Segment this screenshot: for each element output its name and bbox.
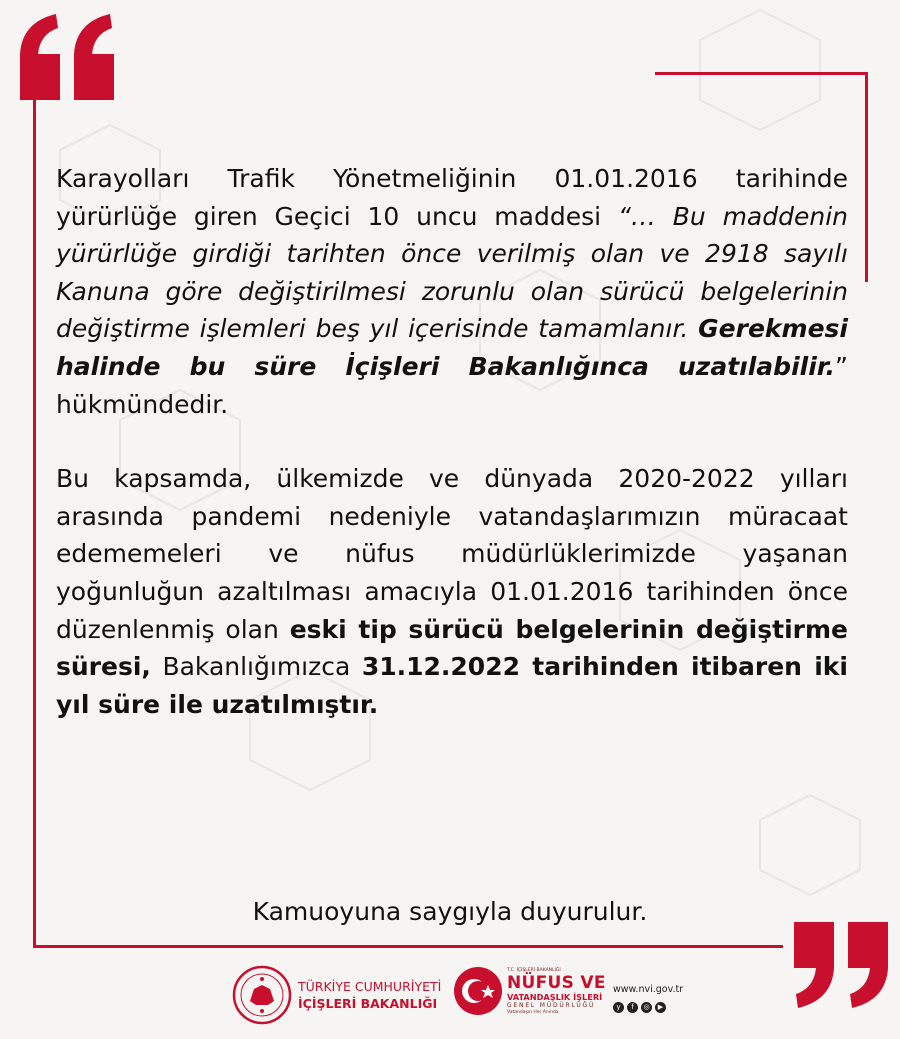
p2-bold1: eski tip sürücü belgelerinin değiştirme süresi, — [56, 614, 848, 682]
opening-quote-icon — [16, 14, 120, 100]
nvi-mid: VATANDAŞLIK İŞLERİ — [507, 992, 603, 1002]
announcement-body — [56, 160, 848, 723]
paragraph-1 — [56, 160, 848, 423]
paragraph-2 — [56, 460, 848, 723]
social-icons — [613, 1002, 666, 1013]
p2-bold2: 31.12.2022 tarihinden itibaren iki yıl süre ile uzatılmıştır. — [56, 652, 848, 719]
nvi-name — [507, 968, 606, 1016]
ministry-name — [298, 978, 441, 1012]
ministry-name-line1: TÜRKİYE CUMHURİYETİ — [298, 979, 442, 994]
p2-text2: Bakanlığımızca — [162, 652, 351, 682]
p1-line1: Karayolları Trafik Yönetmeliğinin 01.01.2016 — [56, 164, 698, 193]
frame-left-line — [33, 88, 36, 948]
p1-quote-bold: Gerekmesi halinde bu süre İçişleri Bakanlığınca uzatılabilir. — [56, 314, 848, 381]
p1-line2: tarihinde yürürlüğe giren Geçici 10 uncu maddesi — [56, 164, 848, 231]
ministry-seal-icon — [232, 965, 292, 1025]
facebook-icon[interactable]: f — [627, 1002, 638, 1013]
nvi-sub: GENEL MÜDÜRLÜĞÜ — [507, 1002, 596, 1009]
nvi-top: T.C. İÇİŞLERİ BAKANLIĞI — [507, 968, 561, 973]
ministry-name-line2: İÇİŞLERİ BAKANLIĞI — [298, 996, 438, 1011]
closing-line: Kamuoyuna saygıyla duyurulur. — [252, 897, 648, 926]
p1-quote-italic: “… Bu maddenin yürürlüğe girdiği tarihten önce verilmiş olan ve 2918 sayılı Kanuna göre değiştirilmesi zorunlu olan sürücü belgelerinin değiştirme işlemleri beş yıl içerisinde tamamlanır. — [56, 201, 849, 344]
frame-top-line — [655, 72, 868, 75]
nvi-logo-icon — [452, 965, 504, 1017]
nvi-big: NÜFUS VE — [507, 973, 606, 993]
p1-tail: hükmündedir. — [56, 389, 229, 419]
youtube-icon[interactable]: ▶ — [655, 1002, 666, 1013]
p2-text: Bu kapsamda, ülkemizde ve dünyada 2020-2022 yılları arasında pandemi nedeniyle vatandaşlarımızın müracaat edememeleri ve nüfus müdürlüklerimizde yaşanan yoğunluğun azaltılması amacıyla 01.01.2016 tarihinden önce düzenlenmiş olan — [56, 464, 848, 644]
p1-quote-end: ” — [835, 351, 848, 381]
footer — [0, 960, 900, 1039]
twitter-icon[interactable]: y — [613, 1002, 624, 1013]
frame-bottom-line — [33, 945, 783, 948]
instagram-icon[interactable]: ◎ — [641, 1002, 652, 1013]
nvi-slogan: Vatandaşın Her Anında — [507, 1010, 559, 1015]
website-link[interactable]: www.nvi.gov.tr — [613, 984, 684, 995]
frame-right-line — [865, 72, 868, 282]
